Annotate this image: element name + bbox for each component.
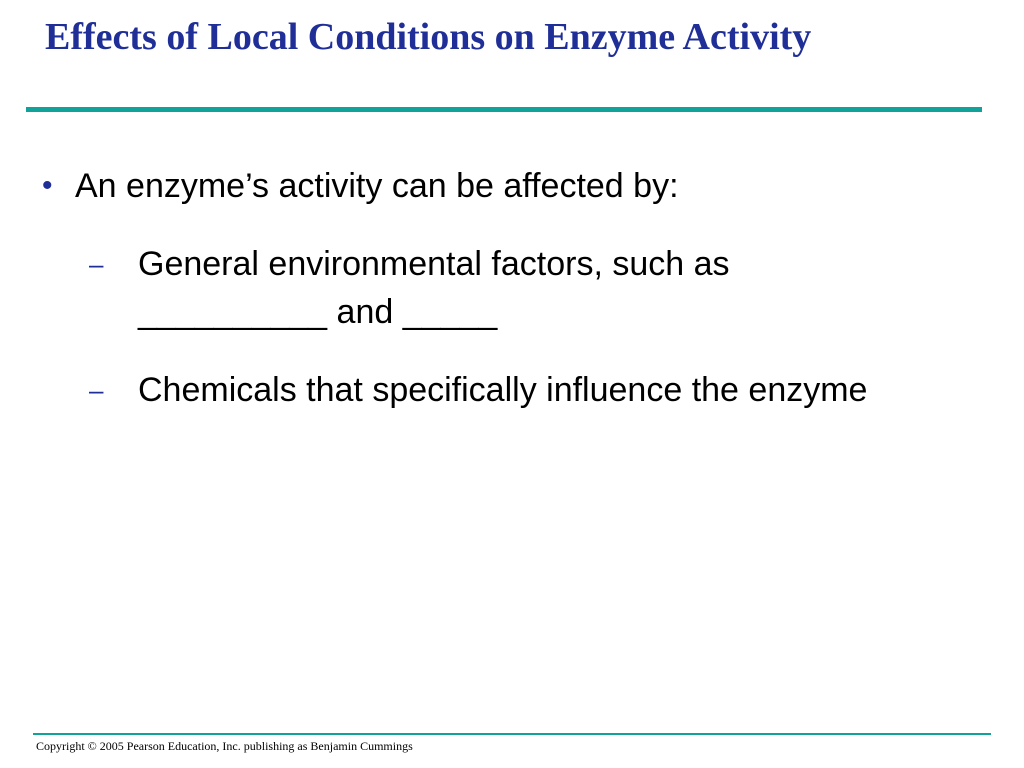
slide-title: Effects of Local Conditions on Enzyme Activity (45, 16, 812, 58)
bullet-marker: • (42, 169, 53, 202)
sub-bullet-marker: – (89, 375, 104, 405)
title-divider (26, 107, 982, 112)
sub-bullet-text: General environmental factors, such as __________ and _____ (138, 245, 730, 331)
bullet-text: An enzyme’s activity can be affected by: (75, 167, 679, 205)
footer-copyright: Copyright © 2005 Pearson Education, Inc. publishing as Benjamin Cummings (36, 739, 413, 753)
footer-divider (33, 733, 991, 735)
sub-bullet-text: Chemicals that specifically influence the enzyme (138, 371, 868, 409)
sub-bullet-marker: – (89, 249, 104, 279)
